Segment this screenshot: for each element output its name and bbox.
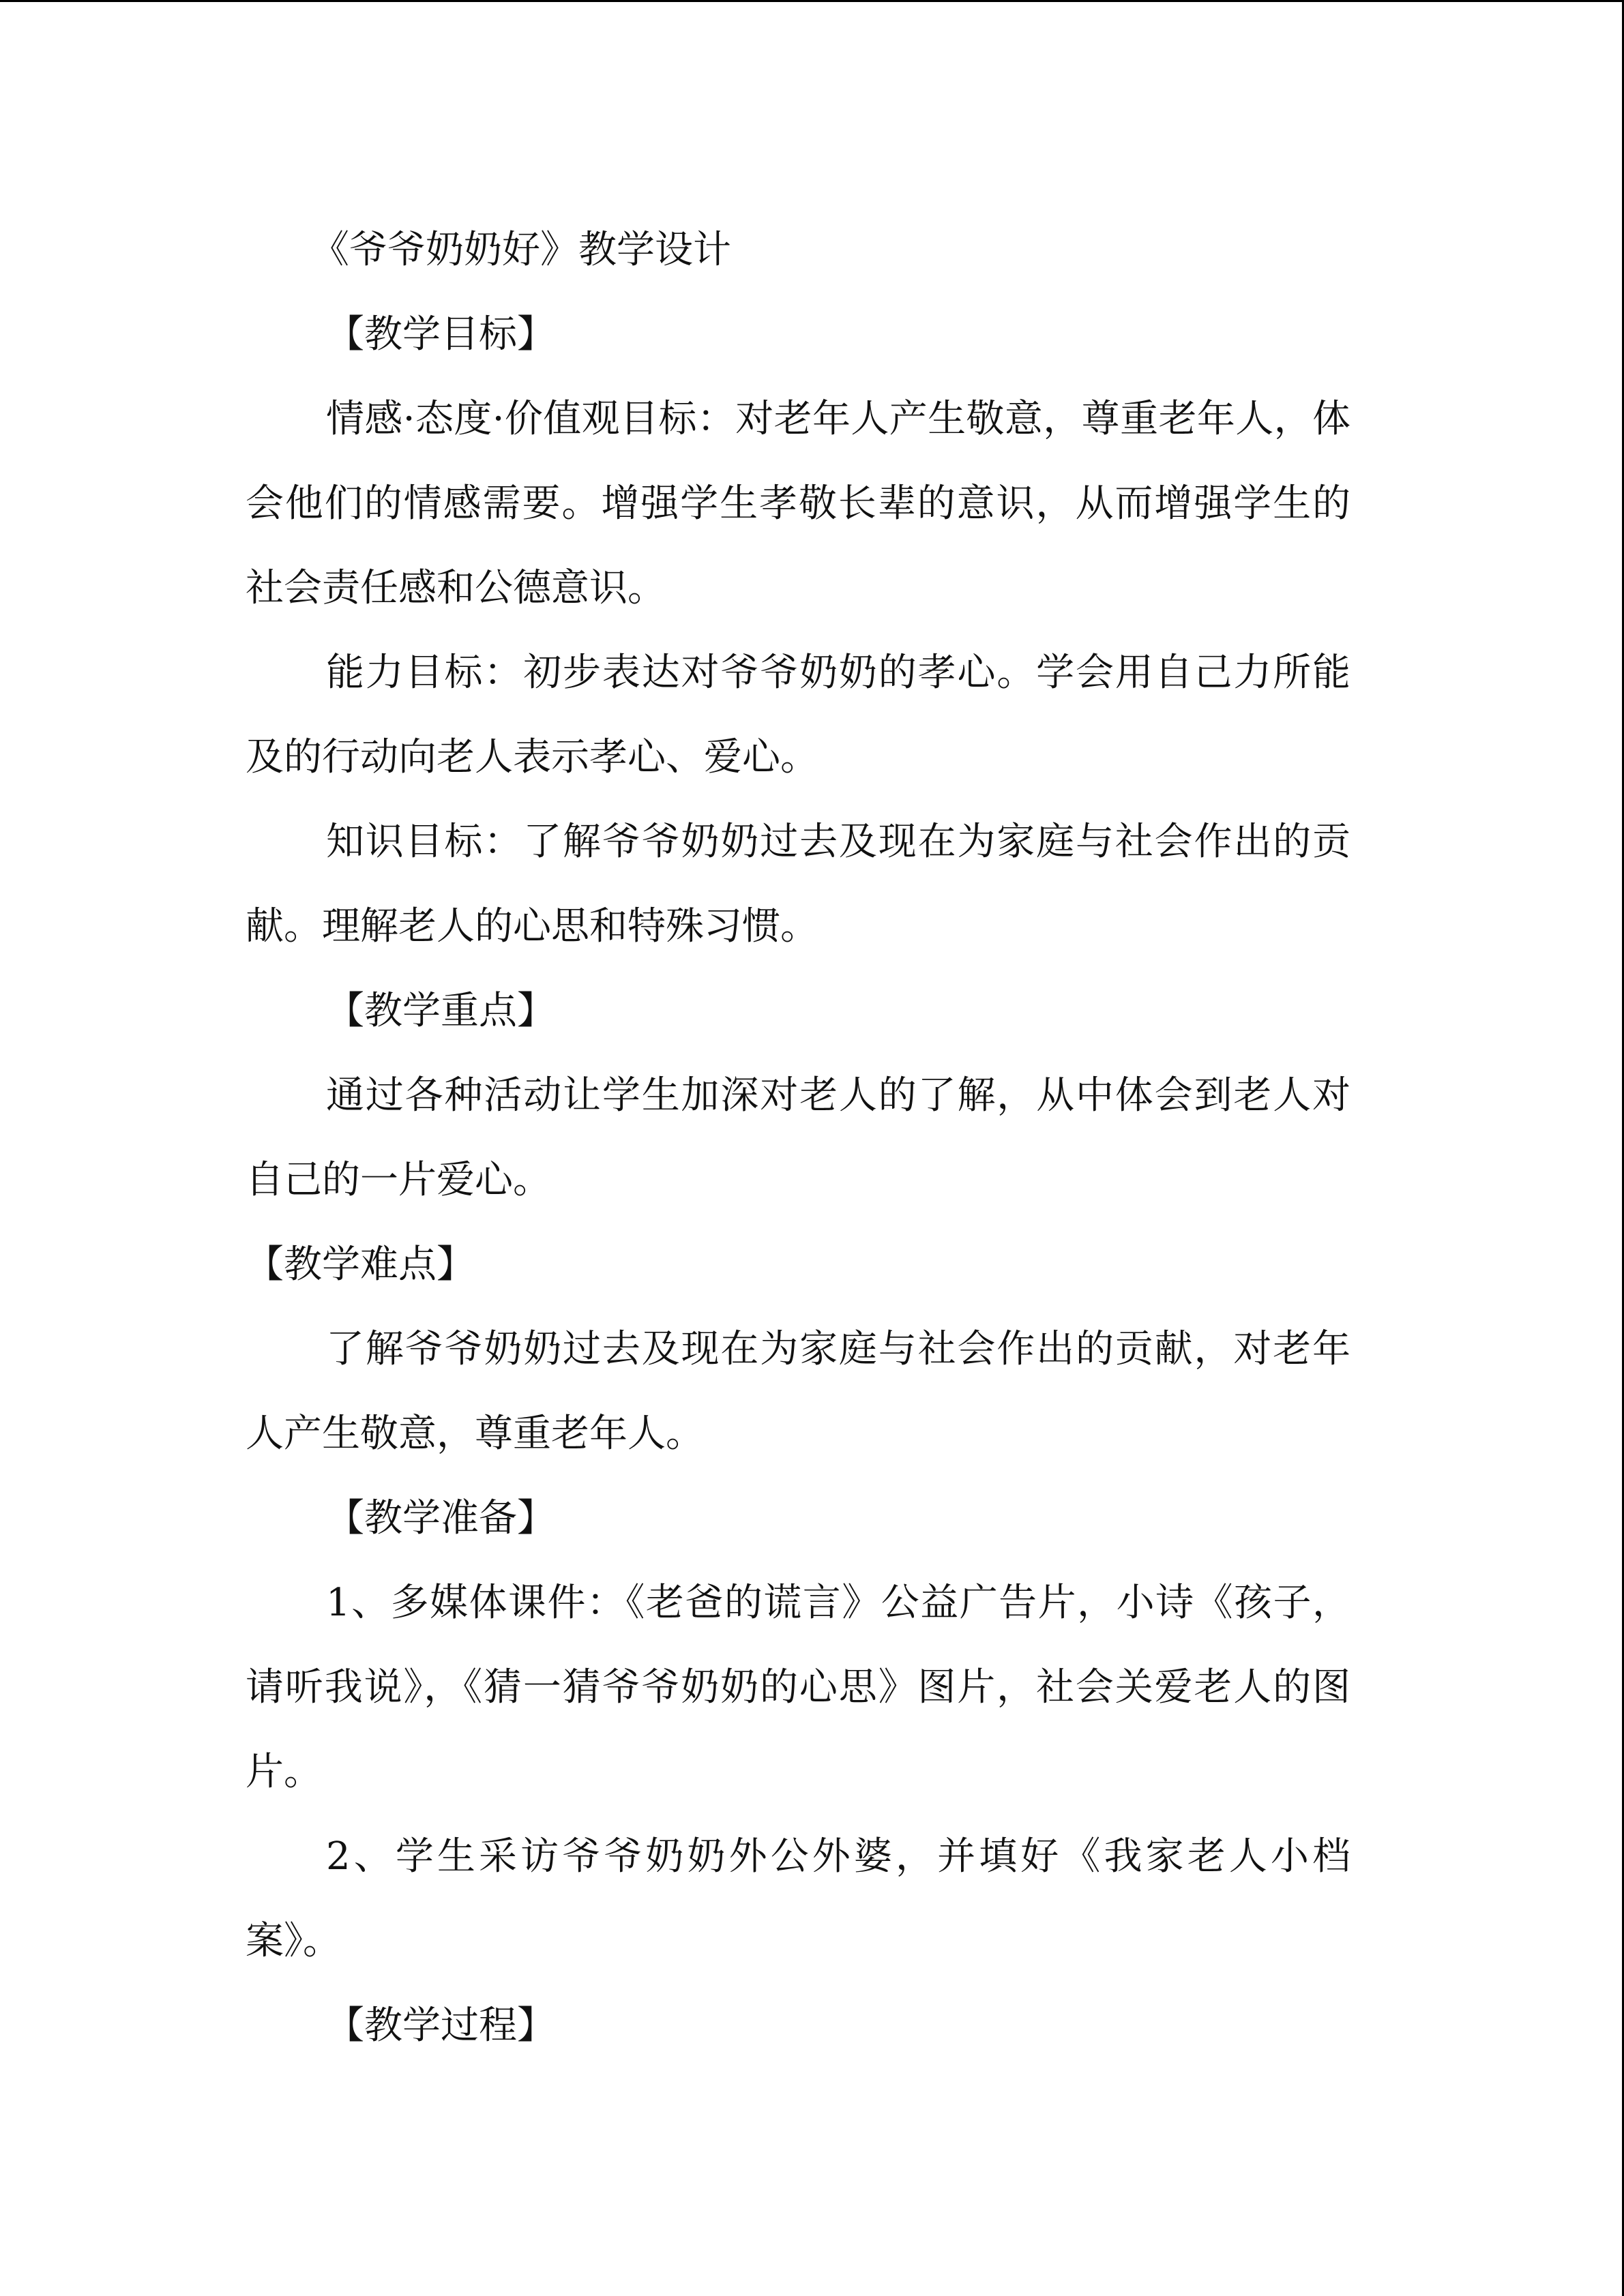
paragraph-teaching-focus: 通过各种活动让学生加深对老人的了解，从中体会到老人对自己的一片爱心。 <box>246 1073 1350 1202</box>
document-body <box>246 208 1350 2068</box>
heading-teaching-difficulty: 【教学难点】 <box>246 1242 475 1287</box>
paragraph-knowledge-goal: 知识目标：了解爷爷奶奶过去及现在为家庭与社会作出的贡献。理解老人的心思和特殊习惯。 <box>246 820 1350 949</box>
heading-teaching-focus: 【教学重点】 <box>326 989 555 1033</box>
paragraph-preparation-2: 2、学生采访爷爷奶奶外公外婆，并填好《我家老人小档案》。 <box>246 1834 1350 1963</box>
paragraph-ability-goal: 能力目标：初步表达对爷爷奶奶的孝心。学会用自己力所能及的行动向老人表示孝心、爱心。 <box>246 651 1350 779</box>
heading-teaching-preparation: 【教学准备】 <box>326 1496 555 1540</box>
heading-teaching-goals: 【教学目标】 <box>326 312 555 357</box>
paragraph-emotion-goal: 情感·态度·价值观目标：对老年人产生敬意，尊重老年人，体会他们的情感需要。增强学生孝敬长辈的意识，从而增强学生的社会责任感和公德意识。 <box>246 397 1350 610</box>
heading-teaching-process: 【教学过程】 <box>326 2003 555 2048</box>
paragraph-preparation-1: 1、多媒体课件：《老爸的谎言》公益广告片，小诗《孩子，请听我说》，《猜一猜爷爷奶奶的心思》图片，社会关爱老人的图片。 <box>246 1581 1350 1794</box>
paragraph-teaching-difficulty: 了解爷爷奶奶过去及现在为家庭与社会作出的贡献，对老年人产生敬意，尊重老年人。 <box>246 1327 1350 1456</box>
document-title: 《爷爷奶奶好》教学设计 <box>311 228 731 272</box>
